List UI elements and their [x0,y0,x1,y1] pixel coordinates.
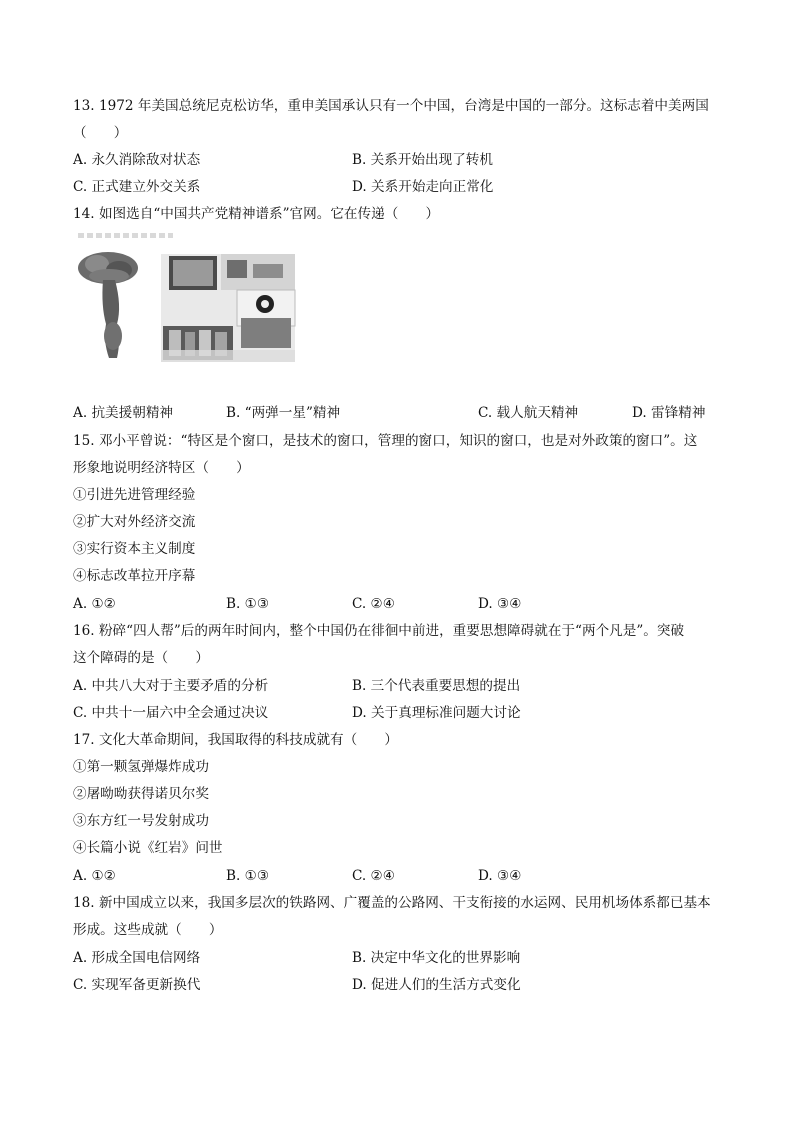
q15-option-d[interactable]: D. ③④ [478,596,522,612]
q15-stem-line2: 形象地说明经济特区（ ） [73,460,250,476]
q17-item-1: ①第一颗氢弹爆炸成功 [73,759,209,775]
q13-option-b[interactable]: B. 关系开始出现了转机 [352,152,493,168]
q13-stem-line2: （ ） [73,125,128,141]
q18-stem-line2: 形成。这些成就（ ） [73,922,223,938]
q18-option-d[interactable]: D. 促进人们的生活方式变化 [352,977,521,993]
q14-photo-image [73,246,301,368]
q13-stem-line1: 13. 1972 年美国总统尼克松访华，重申美国承认只有一个中国，台湾是中国的一部分。这标志着中美两国 [73,98,709,114]
q14-stem: 14. 如图选自“中国共产党精神谱系”官网。它在传递（ ） [73,206,440,222]
q16-option-b[interactable]: B. 三个代表重要思想的提出 [352,678,521,694]
q15-item-3: ③实行资本主义制度 [73,541,196,557]
photo-collage-graphic [73,246,301,368]
q17-option-d[interactable]: D. ③④ [478,868,522,884]
q17-option-b[interactable]: B. ①③ [226,868,270,884]
q14-option-b[interactable]: B. “两弹一星”精神 [226,405,341,421]
q17-option-c[interactable]: C. ②④ [352,868,395,884]
q15-option-c[interactable]: C. ②④ [352,596,395,612]
q15-option-a[interactable]: A. ①② [73,596,116,612]
q16-stem-line2: 这个障碍的是（ ） [73,650,209,666]
q16-stem-line1: 16. 粉碎“四人帮”后的两年时间内，整个中国仍在徘徊中前进，重要思想障碍就在于“两个凡是”。突破 [73,623,685,639]
q15-option-b[interactable]: B. ①③ [226,596,270,612]
q15-item-2: ②扩大对外经济交流 [73,514,196,530]
q16-option-d[interactable]: D. 关于真理标准问题大讨论 [352,705,521,721]
q14-option-a[interactable]: A. 抗美援朝精神 [73,405,174,421]
q16-option-c[interactable]: C. 中共十一届六中全会通过决议 [73,705,269,721]
q17-stem: 17. 文化大革命期间，我国取得的科技成就有（ ） [73,732,399,748]
q13-option-a[interactable]: A. 永久消除敌对状态 [73,152,201,168]
q14-option-d[interactable]: D. 雷锋精神 [632,405,706,421]
q18-option-c[interactable]: C. 实现军备更新换代 [73,977,201,993]
q16-option-a[interactable]: A. 中共八大对于主要矛盾的分析 [73,678,269,694]
q17-item-3: ③东方红一号发射成功 [73,813,209,829]
image-caption-faint [78,233,173,238]
q17-option-a[interactable]: A. ①② [73,868,116,884]
q18-option-b[interactable]: B. 决定中华文化的世界影响 [352,950,521,966]
q18-option-a[interactable]: A. 形成全国电信网络 [73,950,201,966]
q17-item-2: ②屠呦呦获得诺贝尔奖 [73,786,209,802]
q13-option-c[interactable]: C. 正式建立外交关系 [73,179,201,195]
q13-option-d[interactable]: D. 关系开始走向正常化 [352,179,494,195]
q15-item-4: ④标志改革拉开序幕 [73,568,196,584]
q17-item-4: ④长篇小说《红岩》问世 [73,840,223,856]
q15-item-1: ①引进先进管理经验 [73,487,196,503]
q18-stem-line1: 18. 新中国成立以来，我国多层次的铁路网、广覆盖的公路网、干支衔接的水运网、民用机场体系都已基本 [73,895,711,911]
q15-stem-line1: 15. 邓小平曾说：“特区是个窗口，是技术的窗口，管理的窗口，知识的窗口，也是对外政策的窗口”。这 [73,433,698,449]
q14-option-c[interactable]: C. 载人航天精神 [478,405,579,421]
